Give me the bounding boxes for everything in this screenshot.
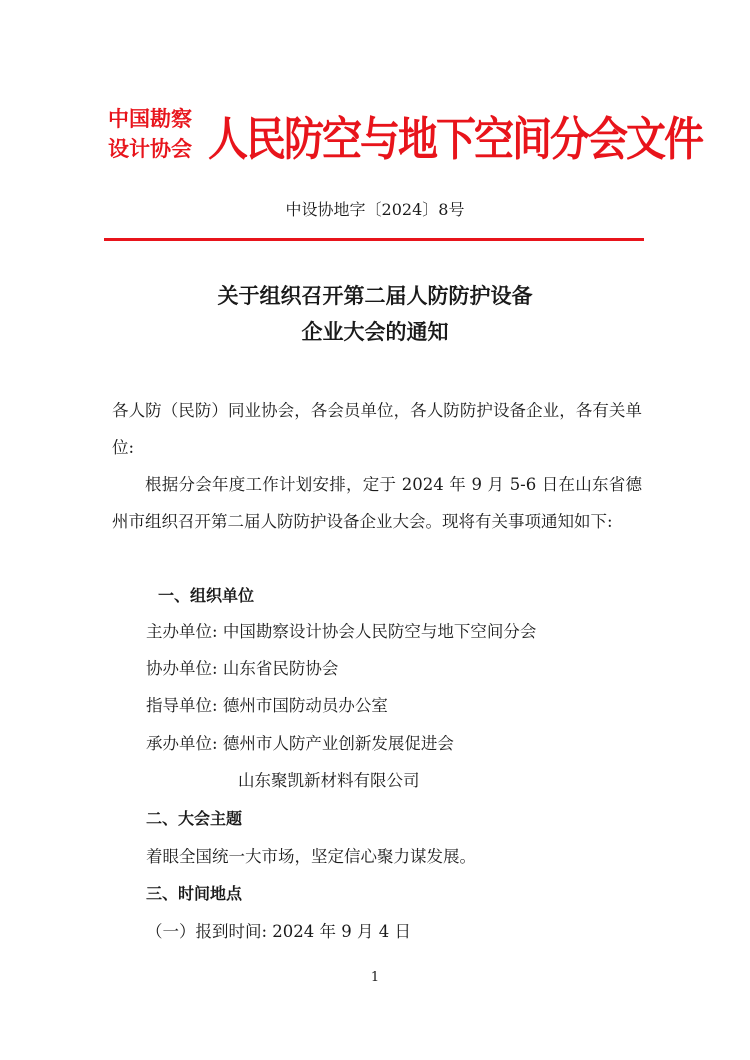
page-number: 1 bbox=[370, 970, 380, 985]
host-unit-label: 主办单位: bbox=[146, 622, 218, 641]
organizer-unit-value: 德州市人防产业创新发展促进会 bbox=[222, 734, 454, 753]
salutation: 各人防（民防）同业协会，各会员单位，各人防防护设备企业，各有关单位: bbox=[112, 401, 642, 457]
section3-heading: 三、时间地点 bbox=[146, 884, 243, 903]
org-name bbox=[108, 104, 208, 164]
co-unit bbox=[146, 655, 338, 683]
branch-document-title: 人民防空与地下空间分会文件 bbox=[208, 112, 702, 167]
org-name-line1: 中国勘察 bbox=[108, 107, 192, 131]
notice-title-line1: 关于组织召开第二届人防防护设备 bbox=[217, 283, 533, 308]
letterhead bbox=[108, 104, 702, 174]
section1-heading: 一、组织单位 bbox=[158, 586, 255, 605]
co-unit-value: 山东省民防协会 bbox=[222, 659, 339, 678]
organizer-unit-second: 山东聚凯新材料有限公司 bbox=[238, 771, 420, 790]
red-divider bbox=[104, 238, 644, 241]
notice-title bbox=[0, 278, 750, 350]
org-name-line2: 设计协会 bbox=[108, 137, 192, 161]
co-unit-label: 协办单位: bbox=[146, 659, 218, 678]
organizer-unit-label: 承办单位: bbox=[146, 734, 218, 753]
registration-time: （一）报到时间: 2024 年 9 月 4 日 bbox=[146, 922, 412, 941]
guide-unit-value: 德州市国防动员办公室 bbox=[222, 696, 388, 715]
guide-unit bbox=[146, 692, 388, 720]
notice-title-line2: 企业大会的通知 bbox=[301, 319, 449, 344]
host-unit bbox=[146, 618, 536, 646]
intro-paragraph: 根据分会年度工作计划安排，定于 2024 年 9 月 5-6 日在山东省德州市组织召开第二届人防防护设备企业大会。现将有关事项通知如下: bbox=[112, 475, 642, 531]
document-number: 中设协地字〔2024〕8号 bbox=[285, 200, 465, 219]
section2-heading: 二、大会主题 bbox=[146, 809, 243, 828]
guide-unit-label: 指导单位: bbox=[146, 696, 218, 715]
host-unit-value: 中国勘察设计协会人民防空与地下空间分会 bbox=[222, 622, 537, 641]
theme-text: 着眼全国统一大市场，坚定信心聚力谋发展。 bbox=[146, 847, 476, 866]
organizer-unit bbox=[146, 730, 454, 758]
